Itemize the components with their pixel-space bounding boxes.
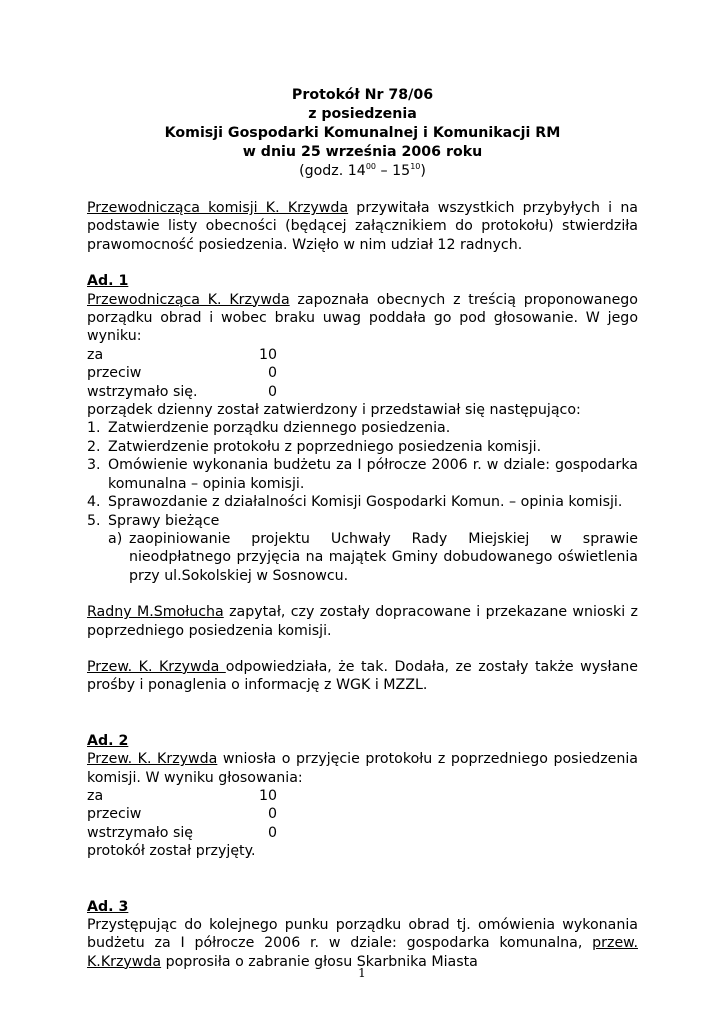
page-number: 1: [358, 966, 366, 980]
section-heading-ad3: Ad. 3: [87, 898, 129, 915]
agenda-subitem: a) zaopiniowanie projektu Uchwały Rady Miejskiej w sprawie nieodpłatnego przyjęcia na majątek Gminy dobudowanego oświetlenia przy ul.Sokolskiej w Sosnowcu.: [108, 530, 638, 584]
answer-paragraph: Przew. K. Krzywda odpowiedziała, że tak. Dodała, ze zostały także wysłane prośby i ponaglenia o informację z WGK i MZZL.: [87, 658, 638, 694]
document-header: [87, 86, 638, 181]
vote-row: wstrzymało się 0: [87, 824, 277, 841]
commission-name: Komisji Gospodarki Komunalnej i Komunikacji RM: [164, 125, 561, 141]
agenda-item: 4. Sprawozdanie z działalności Komisji Gospodarki Komun. – opinia komisji.: [87, 494, 623, 511]
ad1-paragraph: Przewodnicząca K. Krzywda zapoznała obecnych z treścią proponowanego porządku obrad i wobec braku uwag poddała go pod głosowanie. W jego wyniku:: [87, 291, 638, 345]
ad3-paragraph: Przystępując do kolejnego punku porządku obrad tj. omówienia wykonania budżetu za I półrocze 2006 r. w dziale: gospodarka komunalna, przew. K.Krzywda poprosiła o zabranie głosu Skarbnika Miasta: [87, 917, 638, 970]
section-heading-ad1: Ad. 1: [87, 273, 129, 290]
agenda-list: [87, 419, 638, 529]
agenda-item: 5. Sprawy bieżące: [87, 512, 220, 529]
document-page: [87, 86, 638, 971]
vote-row: za 10: [87, 787, 277, 804]
vote-row: przeciw 0: [87, 806, 277, 823]
section-heading-ad2: Ad. 2: [87, 732, 129, 749]
intro-paragraph: Przewodnicząca komisji K. Krzywda przywitała wszystkich przybyłych i na podstawie listy obecności (będącej załącznikiem do protokołu) stwierdziła prawomocność posiedzenia. Wzięło w nim udział 12 radnych.: [87, 200, 638, 253]
ad2-after-vote: protokół został przyjęty.: [87, 843, 256, 860]
vote-row: za 10: [87, 346, 277, 363]
agenda-item: 1. Zatwierdzenie porządku dziennego posiedzenia.: [87, 420, 451, 437]
agenda-item: 2. Zatwierdzenie protokołu z poprzedniego posiedzenia komisji.: [87, 438, 542, 455]
vote-row: przeciw 0: [87, 365, 277, 382]
question-paragraph: Radny M.Smołucha zapytał, czy zostały dopracowane i przekazane wnioski z poprzedniego posiedzenia komisji.: [87, 604, 638, 639]
ad2-paragraph: Przew. K. Krzywda wniosła o przyjęcie protokołu z poprzedniego posiedzenia komisji. W wyniku głosowania:: [87, 751, 638, 786]
protocol-title: Protokół Nr 78/06: [291, 87, 434, 103]
vote-row: wstrzymało się. 0: [87, 383, 277, 400]
agenda-item: 3. Omówienie wykonania budżetu za I półrocze 2006 r. w dziale: gospodarka komunalna – opinia komisji.: [87, 457, 638, 492]
ad1-vote-results: [87, 346, 638, 401]
protocol-subtitle: z posiedzenia: [308, 106, 417, 122]
ad2-vote-results: [87, 787, 638, 842]
ad1-after-vote: porządek dzienny został zatwierdzony i przedstawiał się następująco:: [87, 402, 581, 419]
meeting-date: w dniu 25 września 2006 roku: [242, 144, 483, 160]
meeting-time: (godz. $14^{00} - 15^{10}$): [299, 162, 426, 179]
